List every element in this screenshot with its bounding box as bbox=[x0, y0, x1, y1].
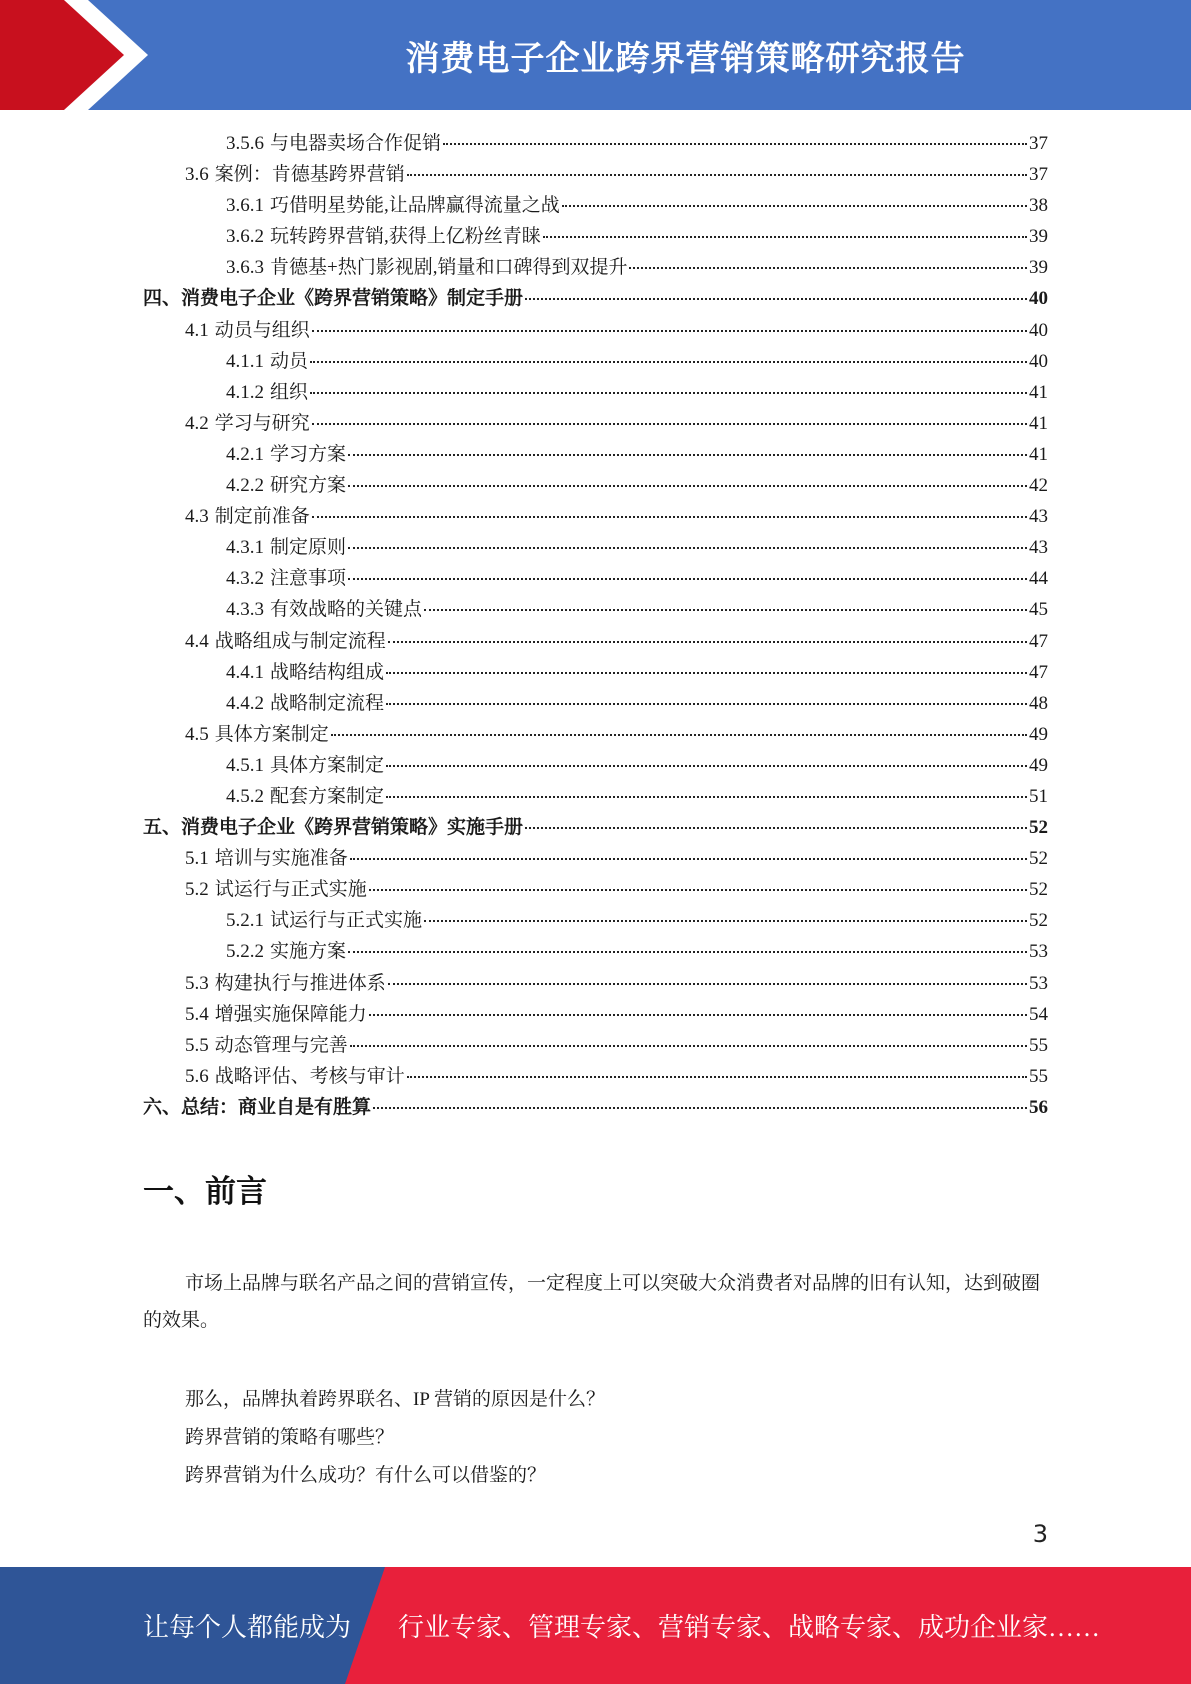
toc-entry-page: 45 bbox=[1029, 599, 1048, 621]
toc-entry-title: 战略结构组成 bbox=[270, 661, 385, 683]
toc-entry-title: 试运行与正式实施 bbox=[270, 910, 423, 932]
toc-entry-title: 动员与组织 bbox=[214, 319, 310, 341]
toc-entry-title: 构建执行与推进体系 bbox=[214, 972, 386, 994]
toc-entry-number: 5.2 bbox=[185, 879, 209, 901]
toc-dot-leader bbox=[312, 516, 1027, 518]
page-number: 3 bbox=[1032, 1520, 1048, 1548]
toc-entry-page: 38 bbox=[1029, 195, 1048, 217]
toc-entry-title: 与电器卖场合作促销 bbox=[270, 133, 442, 154]
footer-slogan-right: 行业专家、管理专家、营销专家、战略专家、成功企业家…… bbox=[398, 1613, 1101, 1642]
toc-dot-leader bbox=[407, 1076, 1027, 1078]
toc-entry-title: 试运行与正式实施 bbox=[214, 879, 367, 901]
toc-entry[interactable] bbox=[143, 159, 1048, 190]
toc-entry[interactable] bbox=[143, 532, 1048, 563]
toc-dot-leader bbox=[369, 889, 1027, 891]
toc-entry-title: 实施方案 bbox=[270, 941, 347, 963]
toc-entry-number: 4.2.1 bbox=[226, 443, 264, 465]
toc-entry[interactable] bbox=[143, 999, 1048, 1030]
toc-entry-page: 54 bbox=[1029, 1003, 1048, 1025]
toc-entry-title: 学习方案 bbox=[270, 443, 347, 465]
section-heading: 一、前言 bbox=[143, 1174, 267, 1210]
toc-dot-leader bbox=[386, 672, 1027, 674]
toc-entry-title: 配套方案制定 bbox=[270, 785, 385, 807]
toc-entry-page: 49 bbox=[1029, 754, 1048, 776]
toc-entry[interactable] bbox=[143, 283, 1048, 314]
toc-dot-leader bbox=[350, 858, 1027, 860]
page-header bbox=[0, 0, 1191, 110]
toc-entry[interactable] bbox=[143, 1030, 1048, 1061]
toc-entry-title: 案例：肯德基跨界营销 bbox=[214, 164, 405, 186]
toc-dot-leader bbox=[369, 1014, 1027, 1016]
toc-entry-number: 4.5.1 bbox=[226, 754, 264, 776]
toc-dot-leader bbox=[312, 330, 1027, 332]
toc-dot-leader bbox=[525, 827, 1027, 829]
toc-entry-page: 40 bbox=[1029, 288, 1048, 310]
toc-entry[interactable] bbox=[143, 221, 1048, 252]
toc-entry-page: 40 bbox=[1029, 319, 1048, 341]
toc-entry[interactable] bbox=[143, 936, 1048, 967]
toc-entry-page: 56 bbox=[1029, 1096, 1048, 1118]
toc-dot-leader bbox=[348, 578, 1027, 580]
toc-entry[interactable] bbox=[143, 781, 1048, 812]
toc-entry-page: 44 bbox=[1029, 568, 1048, 590]
toc-dot-leader bbox=[348, 547, 1027, 549]
toc-entry[interactable] bbox=[143, 377, 1048, 408]
toc-entry-title: 有效战略的关键点 bbox=[270, 599, 423, 621]
toc-entry-number: 3.6.1 bbox=[226, 195, 264, 217]
toc-dot-leader bbox=[312, 423, 1027, 425]
toc-dot-leader bbox=[424, 609, 1027, 611]
toc-entry-number: 3.6 bbox=[185, 164, 209, 186]
toc-dot-leader bbox=[543, 236, 1027, 238]
toc-entry-page: 37 bbox=[1029, 164, 1048, 186]
footer-slogan-left: 让每个人都能成为 bbox=[143, 1613, 352, 1642]
toc-entry-number: 4.3.2 bbox=[226, 568, 264, 590]
toc-entry-page: 48 bbox=[1029, 692, 1048, 714]
toc-dot-leader bbox=[350, 1045, 1027, 1047]
toc-dot-leader bbox=[348, 454, 1027, 456]
question-line: 那么，品牌执着跨界联名、IP 营销的原因是什么？ bbox=[185, 1389, 605, 1410]
toc-entry-number: 4.3.3 bbox=[226, 599, 264, 621]
toc-entry-page: 51 bbox=[1029, 785, 1048, 807]
toc-entry[interactable] bbox=[143, 719, 1048, 750]
toc-entry-number: 5.2.2 bbox=[226, 941, 264, 963]
question-line: 跨界营销的策略有哪些？ bbox=[185, 1427, 395, 1448]
toc-entry-page: 43 bbox=[1029, 537, 1048, 559]
toc-entry-title: 战略评估、考核与审计 bbox=[214, 1065, 405, 1087]
toc-dot-leader bbox=[562, 205, 1027, 207]
toc-entry[interactable] bbox=[143, 626, 1048, 657]
toc-dot-leader bbox=[310, 361, 1027, 363]
toc-dot-leader bbox=[386, 765, 1027, 767]
toc-entry-number: 3.6.2 bbox=[226, 226, 264, 248]
toc-entry-page: 41 bbox=[1029, 381, 1048, 403]
toc-entry-number: 3.5.6 bbox=[226, 133, 264, 154]
toc-entry-page: 49 bbox=[1029, 723, 1048, 745]
toc-entry-title: 培训与实施准备 bbox=[214, 848, 348, 870]
toc-entry[interactable] bbox=[143, 750, 1048, 781]
toc-entry-page: 37 bbox=[1029, 133, 1048, 154]
toc-entry[interactable] bbox=[143, 968, 1048, 999]
toc-entry[interactable] bbox=[143, 470, 1048, 501]
toc-entry-page: 40 bbox=[1029, 350, 1048, 372]
toc-dot-leader bbox=[629, 267, 1027, 269]
toc-entry-number: 5.3 bbox=[185, 972, 209, 994]
toc-entry-page: 39 bbox=[1029, 257, 1048, 279]
toc-entry[interactable] bbox=[143, 563, 1048, 594]
toc-entry-page: 39 bbox=[1029, 226, 1048, 248]
toc-entry-title: 四、消费电子企业《跨界营销策略》制定手册 bbox=[143, 288, 524, 310]
toc-entry[interactable] bbox=[143, 1092, 1048, 1123]
toc-entry[interactable] bbox=[143, 501, 1048, 532]
toc-entry-page: 41 bbox=[1029, 412, 1048, 434]
toc-entry-title: 制定前准备 bbox=[214, 506, 310, 528]
toc-entry-page: 42 bbox=[1029, 475, 1048, 497]
toc-entry-number: 4.2 bbox=[185, 412, 209, 434]
toc-entry[interactable] bbox=[143, 190, 1048, 221]
toc-entry-page: 41 bbox=[1029, 443, 1048, 465]
page-footer bbox=[0, 1567, 1191, 1684]
toc-entry-title: 动态管理与完善 bbox=[214, 1034, 348, 1056]
toc-dot-leader bbox=[348, 951, 1027, 953]
toc-entry[interactable] bbox=[143, 688, 1048, 719]
toc-entry[interactable] bbox=[143, 594, 1048, 625]
toc-entry-number: 4.1.2 bbox=[226, 381, 264, 403]
toc-entry-title: 动员 bbox=[270, 350, 309, 372]
toc-entry-page: 52 bbox=[1029, 848, 1048, 870]
toc-entry-number: 3.6.3 bbox=[226, 257, 264, 279]
toc-entry[interactable] bbox=[143, 252, 1048, 283]
toc-entry-page: 53 bbox=[1029, 972, 1048, 994]
toc-entry[interactable] bbox=[143, 315, 1048, 346]
toc-entry-number: 5.2.1 bbox=[226, 910, 264, 932]
toc-entry-title: 六、总结：商业自是有胜算 bbox=[143, 1096, 372, 1118]
toc-entry-title: 制定原则 bbox=[270, 537, 347, 559]
toc-dot-leader bbox=[525, 298, 1027, 300]
toc-entry-title: 肯德基+热门影视剧,销量和口碑得到双提升 bbox=[270, 257, 628, 279]
toc-entry-title: 战略制定流程 bbox=[270, 692, 385, 714]
toc-entry-number: 5.4 bbox=[185, 1003, 209, 1025]
toc-entry-page: 53 bbox=[1029, 941, 1048, 963]
toc-entry-page: 52 bbox=[1029, 910, 1048, 932]
toc-entry-title: 巧借明星势能,让品牌赢得流量之战 bbox=[270, 195, 560, 217]
toc-entry-title: 学习与研究 bbox=[214, 412, 310, 434]
toc-entry-title: 具体方案制定 bbox=[214, 723, 329, 745]
toc-entry-title: 五、消费电子企业《跨界营销策略》实施手册 bbox=[143, 817, 524, 839]
toc-entry-title: 增强实施保障能力 bbox=[214, 1003, 367, 1025]
toc-entry-page: 52 bbox=[1029, 817, 1048, 839]
toc-dot-leader bbox=[388, 641, 1027, 643]
toc-entry[interactable] bbox=[143, 128, 1048, 159]
toc-entry-number: 4.5.2 bbox=[226, 785, 264, 807]
toc-entry-number: 4.4 bbox=[185, 630, 209, 652]
toc-entry-number: 4.1 bbox=[185, 319, 209, 341]
toc-entry-number: 4.3 bbox=[185, 506, 209, 528]
question-line: 跨界营销为什么成功？有什么可以借鉴的？ bbox=[185, 1465, 547, 1486]
toc-entry-title: 组织 bbox=[270, 381, 309, 403]
toc-entry-number: 5.6 bbox=[185, 1065, 209, 1087]
toc-entry-title: 具体方案制定 bbox=[270, 754, 385, 776]
toc-entry[interactable] bbox=[143, 905, 1048, 936]
toc-dot-leader bbox=[331, 734, 1027, 736]
toc-entry-title: 玩转跨界营销,获得上亿粉丝青睐 bbox=[270, 226, 541, 248]
toc-entry-title: 战略组成与制定流程 bbox=[214, 630, 386, 652]
toc-entry-title: 注意事项 bbox=[270, 568, 347, 590]
toc-entry[interactable] bbox=[143, 812, 1048, 843]
toc-entry-page: 52 bbox=[1029, 879, 1048, 901]
toc-dot-leader bbox=[407, 174, 1027, 176]
intro-paragraph: 市场上品牌与联名产品之间的营销宣传，一定程度上可以突破大众消费者对品牌的旧有认知，达到破圈的效果。 bbox=[143, 1273, 1041, 1331]
toc-dot-leader bbox=[373, 1107, 1027, 1109]
toc-entry-page: 55 bbox=[1029, 1034, 1048, 1056]
report-title: 消费电子企业跨界营销策略研究报告 bbox=[405, 38, 966, 79]
toc-entry-page: 55 bbox=[1029, 1065, 1048, 1087]
toc-dot-leader bbox=[388, 983, 1027, 985]
toc-entry[interactable] bbox=[143, 439, 1048, 470]
toc-dot-leader bbox=[386, 796, 1027, 798]
toc-entry-number: 4.1.1 bbox=[226, 350, 264, 372]
toc-entry-title: 研究方案 bbox=[270, 475, 347, 497]
toc-entry-page: 43 bbox=[1029, 506, 1048, 528]
toc-entry-number: 4.5 bbox=[185, 723, 209, 745]
toc-entry[interactable] bbox=[143, 843, 1048, 874]
toc-dot-leader bbox=[424, 920, 1027, 922]
toc-entry-number: 4.4.2 bbox=[226, 692, 264, 714]
toc-entry[interactable] bbox=[143, 346, 1048, 377]
toc-dot-leader bbox=[348, 485, 1027, 487]
header-chevron-icon bbox=[0, 0, 160, 110]
toc-entry-number: 5.1 bbox=[185, 848, 209, 870]
toc-entry-page: 47 bbox=[1029, 630, 1048, 652]
toc-entry[interactable] bbox=[143, 1061, 1048, 1092]
toc-entry-number: 4.2.2 bbox=[226, 475, 264, 497]
toc-dot-leader bbox=[310, 392, 1027, 394]
toc-entry[interactable] bbox=[143, 657, 1048, 688]
table-of-contents bbox=[143, 128, 1048, 1123]
toc-dot-leader bbox=[443, 143, 1027, 145]
toc-entry[interactable] bbox=[143, 874, 1048, 905]
toc-entry-number: 4.3.1 bbox=[226, 537, 264, 559]
toc-entry-number: 5.5 bbox=[185, 1034, 209, 1056]
toc-entry-number: 4.4.1 bbox=[226, 661, 264, 683]
toc-entry[interactable] bbox=[143, 408, 1048, 439]
toc-dot-leader bbox=[386, 703, 1027, 705]
toc-entry-page: 47 bbox=[1029, 661, 1048, 683]
